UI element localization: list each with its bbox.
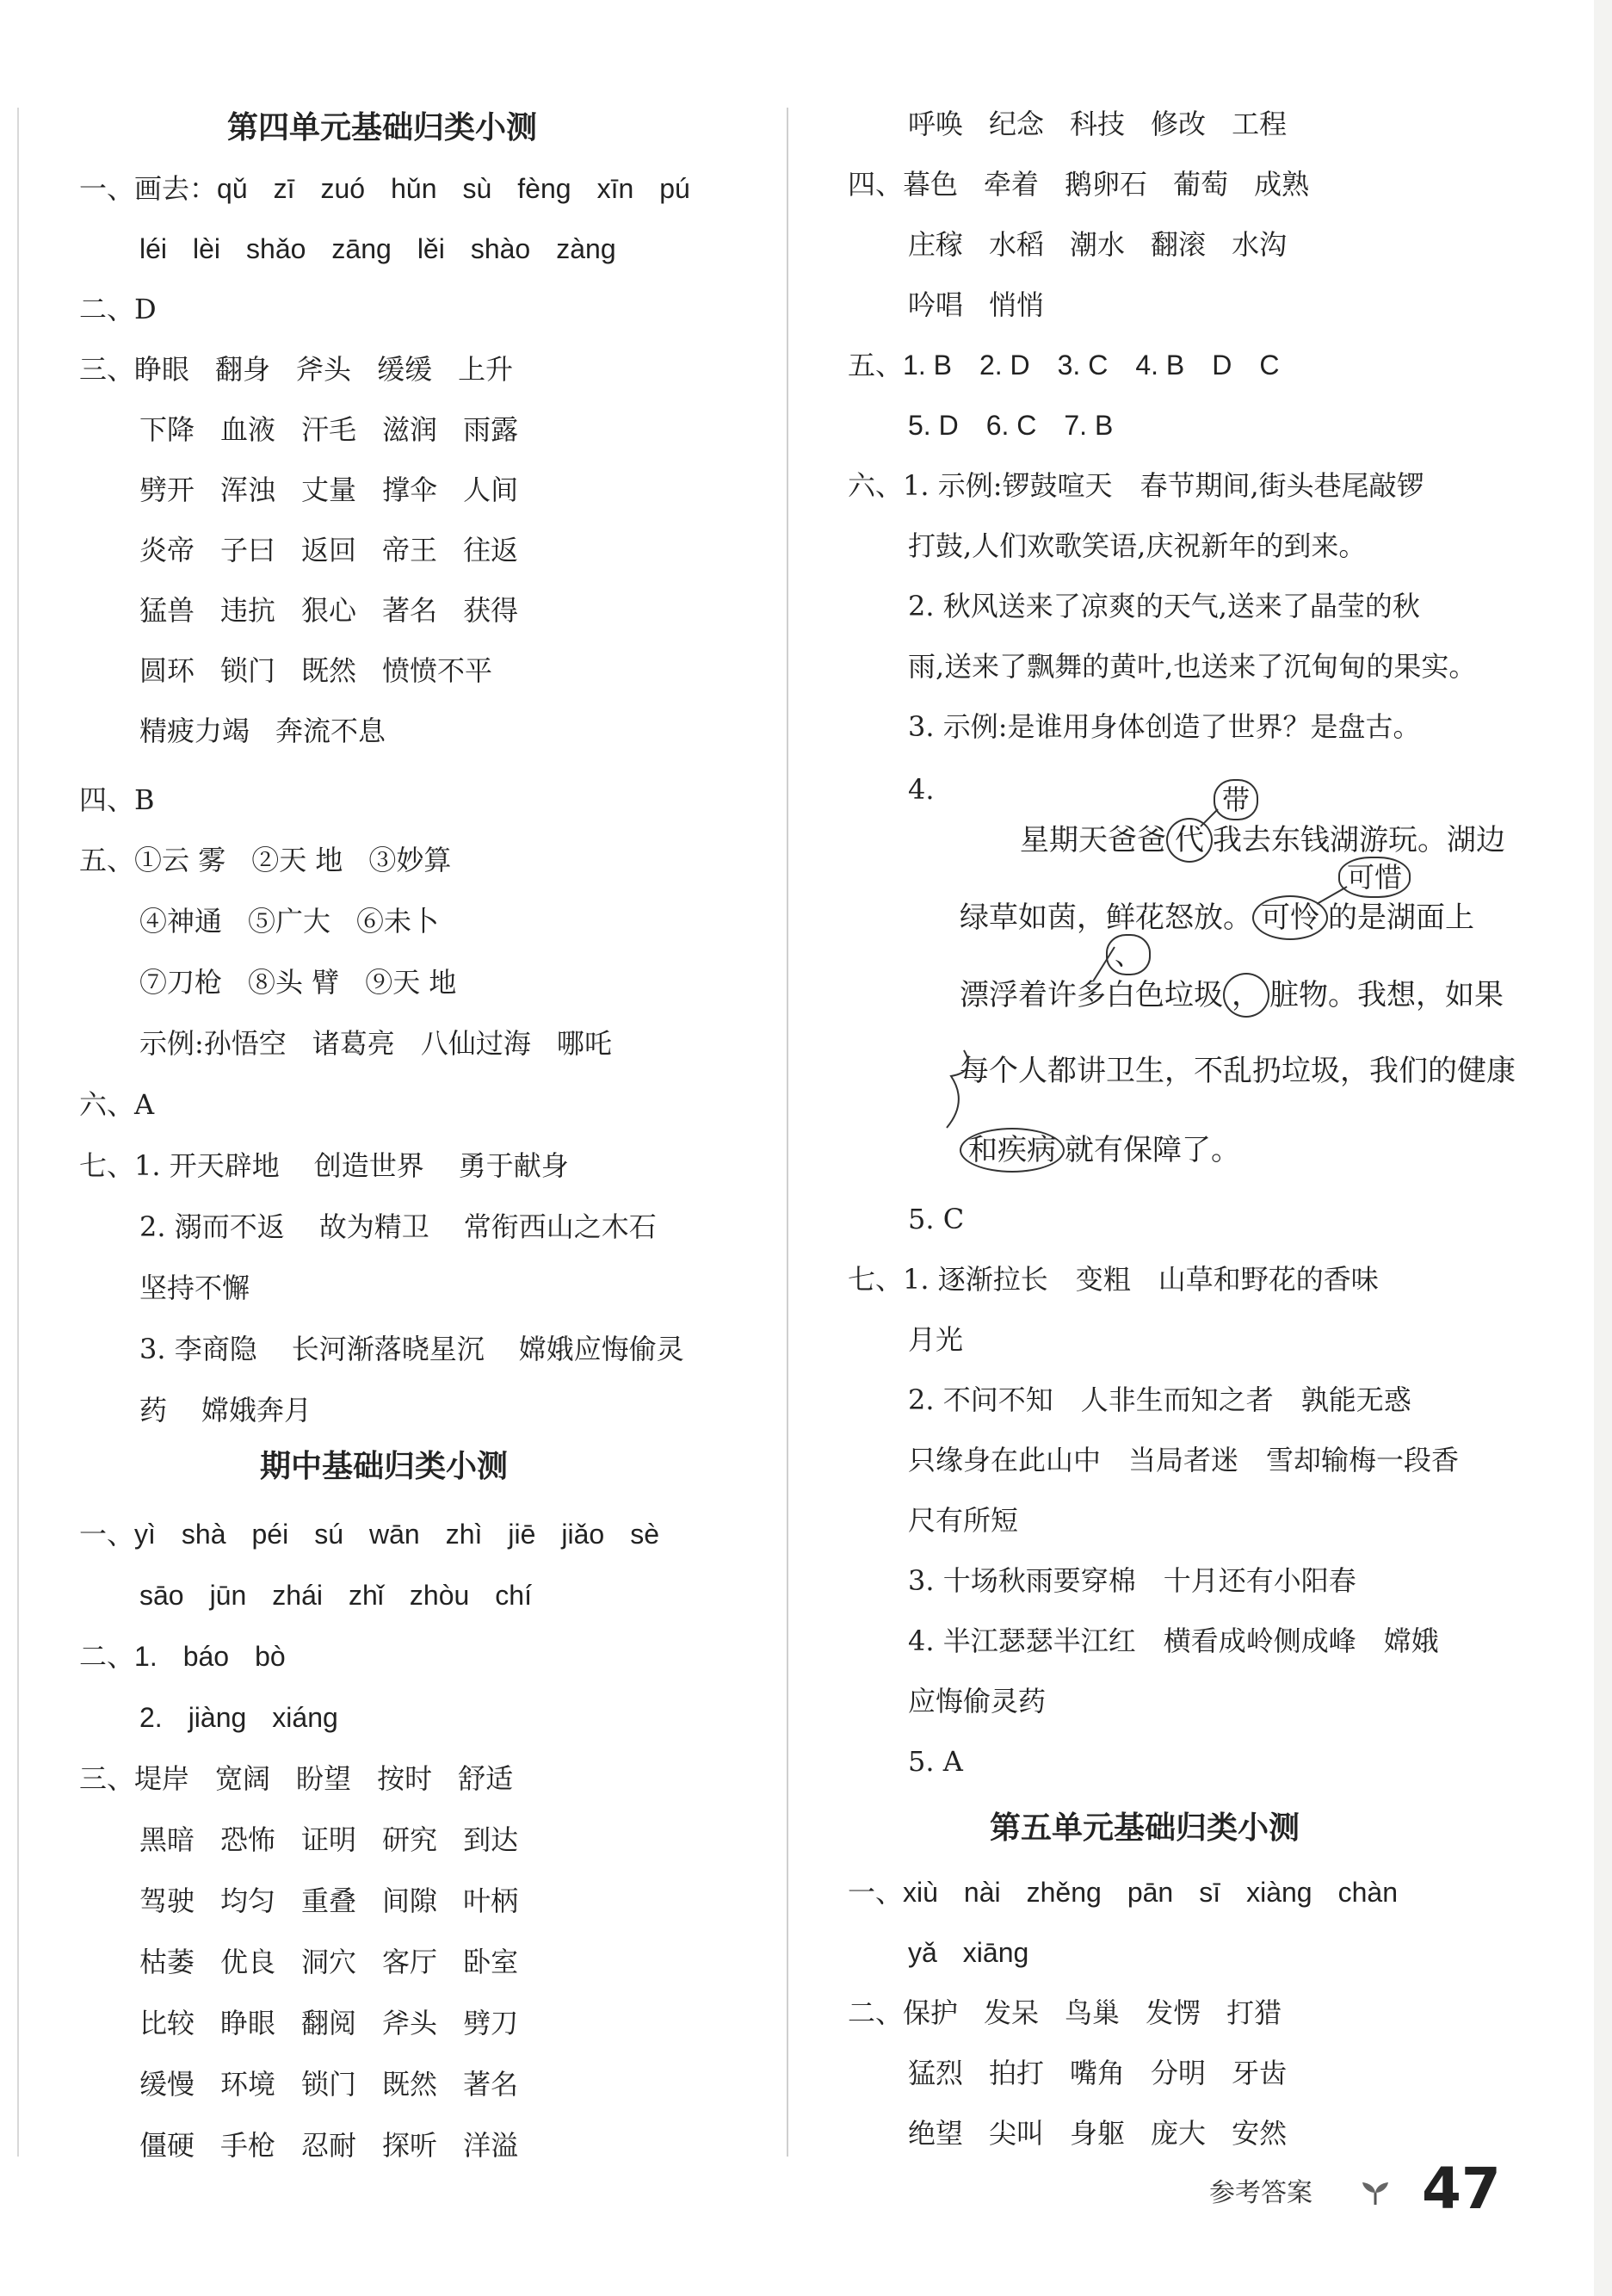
unit4-q3-row <box>79 411 544 449</box>
connector-line <box>1093 947 1115 981</box>
answer-item: 恐怖 <box>220 1823 276 1856</box>
unit4-q5-row <box>79 841 477 879</box>
answer-item: 葡萄 <box>1173 168 1229 201</box>
answer-item: sè <box>630 1519 660 1550</box>
answer-item: 锁门 <box>301 2068 357 2101</box>
answer-text: 只缘身在此山中 当局者迷 雪却输梅一段香 <box>908 1444 1460 1476</box>
midterm-q3-row <box>79 2004 544 2042</box>
proofread-connectors <box>848 775 1553 1205</box>
question-label: 一、 <box>848 1876 904 1909</box>
midterm-q6-5 <box>848 1200 964 1238</box>
answer-item: ④神通 <box>139 905 223 938</box>
answer-item: báo <box>182 1641 230 1672</box>
answer-item: 坚持不懈 <box>139 1272 250 1304</box>
question-label: 一、 <box>79 1518 135 1550</box>
midterm-q7-line <box>848 1260 1379 1298</box>
answer-item: 牙齿 <box>1232 2057 1288 2089</box>
answer-item: 客厅 <box>382 1946 438 1978</box>
answer-text: 打鼓,人们欢歌笑语,庆祝新年的到来。 <box>908 529 1367 562</box>
unit4-q2 <box>79 290 157 328</box>
answer-item: 僵硬 <box>139 2129 195 2162</box>
answer-item: ⑥未卜 <box>356 905 440 938</box>
answer-item: jiàng <box>188 1702 247 1733</box>
answer-item: 黑暗 <box>139 1823 195 1856</box>
unit4-q1-row1 <box>79 170 716 207</box>
unit4-q1-row2 <box>79 230 642 268</box>
answer-item: 2. <box>139 1702 163 1733</box>
midterm-q3-row <box>79 1943 544 1981</box>
midterm-q7-line <box>848 1321 963 1358</box>
section-title-unit5: 第五单元基础归类小测 <box>990 1810 1300 1846</box>
midterm-q4-row <box>848 286 1070 324</box>
answer-item: 按时 <box>377 1762 433 1795</box>
answer-item: 手枪 <box>220 2129 276 2162</box>
connector-line <box>1201 809 1218 826</box>
answer-item: 获得 <box>463 594 519 627</box>
unit4-q3-row <box>79 350 539 388</box>
answer-item: 牵着 <box>984 168 1040 201</box>
answer-item: 返回 <box>301 534 357 566</box>
midterm-q7-line <box>848 1381 1411 1419</box>
answer-item: 斧头 <box>296 353 352 386</box>
unit4-q7-row <box>79 1147 603 1185</box>
answer-item: lèi <box>193 233 221 264</box>
answer-item: 3. 李商隐 <box>139 1333 257 1365</box>
page-edge-line <box>17 108 19 2157</box>
answer-item: 汗毛 <box>301 413 357 446</box>
answer-text: 四、B <box>79 783 155 816</box>
answer-item: 既然 <box>382 2068 438 2101</box>
answer-item: zhòu <box>409 1580 470 1611</box>
answer-item: ②天 地 <box>251 844 343 876</box>
answer-item: 间隙 <box>382 1884 438 1917</box>
answer-item: 哪吒 <box>556 1027 612 1060</box>
midterm-q5-row <box>848 346 1279 384</box>
answer-item: hǔn <box>391 173 437 204</box>
answer-item: pān <box>1127 1877 1174 1908</box>
answer-item: yǎ <box>908 1937 937 1968</box>
answer-item: 修改 <box>1151 108 1207 140</box>
question-label: 三、 <box>79 1762 135 1795</box>
answer-text: 月光 <box>908 1323 964 1356</box>
answer-item: 纪念 <box>989 108 1045 140</box>
answer-item: 翻滚 <box>1151 228 1207 261</box>
answer-item: 缓慢 <box>139 2068 195 2101</box>
answer-item: 翻阅 <box>301 2007 357 2039</box>
answer-item: 创造世界 <box>313 1149 424 1182</box>
answer-item: 环境 <box>220 2068 276 2101</box>
answer-text: 4. 半江瑟瑟半江红 横看成岭侧成峰 嫦娥 <box>908 1625 1439 1657</box>
question-label: 五、 <box>79 844 135 876</box>
answer-item: 常衔西山之木石 <box>463 1210 657 1243</box>
answer-item: yì <box>134 1519 156 1550</box>
unit4-q7-row <box>79 1330 719 1368</box>
answer-item: zhái <box>272 1580 323 1611</box>
answer-item: 水沟 <box>1232 228 1288 261</box>
midterm-q7-line <box>848 1622 1439 1660</box>
answer-item: 打猎 <box>1226 1996 1282 2029</box>
answer-item: 长河渐落晓星沉 <box>291 1333 485 1365</box>
section-title-midterm: 期中基础归类小测 <box>260 1449 509 1484</box>
answer-item: 研究 <box>382 1823 438 1856</box>
answer-item: 劈开 <box>139 473 195 506</box>
unit4-q6 <box>79 1086 154 1123</box>
answer-text: 4. <box>908 773 935 806</box>
answer-item: ①云 雾 <box>134 844 226 876</box>
answer-item: 庞大 <box>1151 2117 1207 2150</box>
question-label: 三、 <box>79 353 135 386</box>
question-label: 四、 <box>848 168 904 201</box>
answer-item: 成熟 <box>1254 168 1310 201</box>
question-label: 七、 <box>79 1149 135 1182</box>
answer-item: léi <box>139 233 168 264</box>
answer-text: 3. 十场秋雨要穿棉 十月还有小阳春 <box>908 1564 1356 1597</box>
midterm-q3-row <box>79 1760 539 1798</box>
answer-item: péi <box>251 1519 289 1550</box>
midterm-q4-row <box>848 226 1312 263</box>
answer-text: 六、A <box>79 1088 155 1121</box>
footer-label: 参考答案 <box>1209 2178 1312 2208</box>
unit4-q3-row <box>79 471 544 509</box>
proofread-text: 每个人都讲卫生，不乱扔垃圾，我们的健康 <box>960 1054 1516 1088</box>
answer-item: sāo <box>139 1580 184 1611</box>
answer-item: 驾驶 <box>139 1884 195 1917</box>
column-divider <box>787 108 788 2157</box>
connector-line <box>1317 887 1347 904</box>
answer-item: 水稻 <box>989 228 1045 261</box>
answer-item: 往返 <box>463 534 519 566</box>
answer-item: qǔ <box>217 173 248 204</box>
midterm-q3-cont-row <box>848 105 1312 143</box>
proofread-text: 绿草如茵，鲜花怒放。 <box>960 900 1252 935</box>
answer-item: 勇于献身 <box>458 1149 569 1182</box>
answer-item: 宽阔 <box>215 1762 271 1795</box>
unit4-q7-row <box>79 1269 284 1307</box>
midterm-q1-row2 <box>79 1576 558 1614</box>
answer-item: 人间 <box>463 473 519 506</box>
midterm-q7-line <box>848 1501 1018 1539</box>
answer-item: 洋溢 <box>463 2129 519 2162</box>
answer-item: shǎo <box>246 233 306 264</box>
answer-item: 保护 <box>903 1996 959 2029</box>
answer-item: 滋润 <box>382 413 438 446</box>
question-label: 五、 <box>848 349 904 381</box>
answer-text: 应悔偷灵药 <box>908 1685 1047 1717</box>
midterm-q6-line <box>848 587 1420 625</box>
midterm-q2-row <box>79 1637 312 1675</box>
midterm-q7-line <box>848 1682 1046 1720</box>
answer-item: 既然 <box>301 654 357 687</box>
unit5-q2-row <box>848 2114 1312 2152</box>
answer-item: 违抗 <box>220 594 276 627</box>
answer-item: 比较 <box>139 2007 195 2039</box>
answer-item: 呼唤 <box>908 108 964 140</box>
answer-item: 精疲力竭 <box>139 715 250 747</box>
unit4-q3-row <box>79 591 544 629</box>
answer-item: 锁门 <box>220 654 276 687</box>
answer-item: 睁眼 <box>134 353 190 386</box>
question-label: 六、 <box>848 469 904 502</box>
midterm-q6-line <box>848 708 1421 746</box>
answer-item: 丈量 <box>301 473 357 506</box>
answer-text: 5. A <box>908 1745 963 1778</box>
answer-item: sī <box>1199 1877 1221 1908</box>
answer-item: bò <box>255 1641 286 1672</box>
proofread-circled-error: ， <box>1223 973 1269 1018</box>
answer-item: 翻身 <box>215 353 271 386</box>
answer-item: 吟唱 <box>908 288 964 321</box>
answer-text: 5. D 6. C 7. B <box>908 410 1114 441</box>
answer-item: 探听 <box>382 2129 438 2162</box>
answer-item: 洞穴 <box>301 1946 357 1978</box>
answer-item: 斧头 <box>382 2007 438 2039</box>
proofread-correction-mark: 、 <box>1106 934 1151 975</box>
answer-item: zuó <box>320 173 366 204</box>
unit4-q5-row <box>79 902 465 940</box>
answer-text: 1. 逐渐拉长 变粗 山草和野花的香味 <box>903 1263 1379 1296</box>
unit4-q7-row <box>79 1391 346 1429</box>
page-number: 47 <box>1422 2156 1501 2222</box>
answer-item: 嘴角 <box>1070 2057 1126 2089</box>
answer-item: 发呆 <box>984 1996 1040 2029</box>
question-label: 二、 <box>848 1996 904 2029</box>
midterm-q3-row <box>79 2065 544 2103</box>
midterm-q6-line <box>848 527 1366 565</box>
unit5-q1-row1 <box>848 1873 1424 1911</box>
answer-item: zī <box>273 173 295 204</box>
answer-item: zhì <box>445 1519 483 1550</box>
midterm-q3-row <box>79 2126 544 2164</box>
proofread-text: 的是湖面上 <box>1328 900 1474 935</box>
answer-item: 堤岸 <box>134 1762 190 1795</box>
answer-item: 著名 <box>382 594 438 627</box>
proofread-text: 脏物。我想，如果 <box>1269 978 1504 1012</box>
midterm-q7-line <box>848 1742 963 1780</box>
answer-item: 暮色 <box>903 168 959 201</box>
answer-item: fèng <box>517 173 571 204</box>
unit4-q3-row <box>79 531 544 569</box>
answer-item: chí <box>495 1580 532 1611</box>
answer-item: 帝王 <box>382 534 438 566</box>
answer-item: 雨露 <box>463 413 519 446</box>
answer-text: 2. 不问不知 人非生而知之者 孰能无惑 <box>908 1383 1411 1416</box>
unit5-q1-row2 <box>848 1934 1054 1971</box>
answer-item: 安然 <box>1232 2117 1288 2150</box>
answer-item: xiáng <box>272 1702 338 1733</box>
proofread-circled-error: 和疾病 <box>960 1128 1065 1173</box>
unit4-q5-row <box>79 963 482 1001</box>
answer-item: 嫦娥奔月 <box>201 1394 312 1426</box>
answer-item: 子曰 <box>220 534 276 566</box>
question-label: 一、画去： <box>79 172 218 205</box>
answer-text: 雨,送来了飘舞的黄叶,也送来了沉甸甸的果实。 <box>908 650 1477 683</box>
answer-item: chàn <box>1337 1877 1398 1908</box>
proofread-correction-mark: 带 <box>1214 779 1258 820</box>
answer-item: 鸟巢 <box>1065 1996 1121 2029</box>
unit4-q7-row <box>79 1208 691 1246</box>
answer-item: 血液 <box>220 413 276 446</box>
answer-text: 尺有所短 <box>908 1504 1019 1537</box>
answer-item: wān <box>369 1519 420 1550</box>
answer-item: 科技 <box>1070 108 1126 140</box>
answer-item: 悄悄 <box>989 288 1045 321</box>
answer-item: 身躯 <box>1070 2117 1126 2150</box>
answer-item: 愤愤不平 <box>382 654 493 687</box>
answer-item: 1. <box>134 1641 157 1672</box>
answer-item: ⑨天 地 <box>365 966 457 999</box>
answer-item: pú <box>659 173 690 204</box>
answer-item: ⑧头 臂 <box>248 966 340 999</box>
proofread-circled-error: 可怜 <box>1252 895 1328 940</box>
answer-item: 猛烈 <box>908 2057 964 2089</box>
midterm-q1-row1 <box>79 1515 685 1553</box>
answer-item: zàng <box>556 233 616 264</box>
answer-item: ⑦刀枪 <box>139 966 223 999</box>
answer-item: 狠心 <box>301 594 357 627</box>
answer-item: 上升 <box>458 353 514 386</box>
answer-item: 故为精卫 <box>318 1210 429 1243</box>
answer-item: 猛兽 <box>139 594 195 627</box>
answer-item: zhǐ <box>349 1580 384 1611</box>
answer-item: 奔流不息 <box>275 715 386 747</box>
answer-item: sú <box>314 1519 343 1550</box>
answer-item: 盼望 <box>296 1762 352 1795</box>
answer-item: 撑伞 <box>382 473 438 506</box>
answer-item: ③妙算 <box>368 844 452 876</box>
midterm-q5-row <box>848 406 1113 444</box>
proofread-text: 我去东钱湖游玩。湖边 <box>1213 823 1505 857</box>
answer-item: 枯萎 <box>139 1946 195 1978</box>
answer-item: 缓缓 <box>377 353 433 386</box>
answer-item: zāng <box>331 233 392 264</box>
answer-item: 炎帝 <box>139 534 195 566</box>
answer-item: 2. 溺而不返 <box>139 1210 285 1243</box>
answer-item: 著名 <box>463 2068 519 2101</box>
answer-item: 卧室 <box>463 1946 519 1978</box>
midterm-q6-line <box>848 467 1424 504</box>
answer-item: 诸葛亮 <box>312 1027 395 1060</box>
answer-item: 拍打 <box>989 2057 1045 2089</box>
answer-text: 二、D <box>79 293 157 325</box>
answer-item: 均匀 <box>220 1884 276 1917</box>
answer-item: sù <box>462 173 492 204</box>
midterm-q6-line <box>848 647 1476 685</box>
answer-text: 5. C <box>908 1203 965 1235</box>
unit4-q4 <box>79 781 155 819</box>
answer-item: 嫦娥应悔偷灵 <box>518 1333 684 1365</box>
answer-text: 3. 示例:是谁用身体创造了世界？是盘古。 <box>908 710 1421 743</box>
answer-item: 舒适 <box>458 1762 514 1795</box>
answer-item: 尖叫 <box>989 2117 1045 2150</box>
midterm-q2-row <box>79 1699 364 1736</box>
answer-item: 重叠 <box>301 1884 357 1917</box>
answer-item: 示例:孙悟空 <box>139 1027 287 1060</box>
answer-text: 1. B 2. D 3. C 4. B D C <box>903 350 1280 381</box>
answer-item: 叶柄 <box>463 1884 519 1917</box>
answer-item: jiǎo <box>561 1519 605 1550</box>
answer-item: xiāng <box>962 1937 1029 1968</box>
answer-text: 1. 示例:锣鼓喧天 春节期间,街头巷尾敲锣 <box>903 469 1424 502</box>
answer-item: ⑤广大 <box>248 905 331 938</box>
answer-item: 睁眼 <box>220 2007 276 2039</box>
midterm-q7-line <box>848 1562 1356 1600</box>
midterm-q7-line <box>848 1441 1459 1479</box>
answer-item: 潮水 <box>1070 228 1126 261</box>
answer-item: xīn <box>596 173 634 204</box>
answer-item: xiù <box>903 1877 938 1908</box>
answer-item: 下降 <box>139 413 195 446</box>
proofread-text: 星期天爸爸 <box>1020 823 1166 857</box>
answer-item: lěi <box>417 233 445 264</box>
unit4-q5-row <box>79 1024 638 1062</box>
answer-item: shào <box>470 233 531 264</box>
answer-item: 绝望 <box>908 2117 964 2150</box>
answer-item: 优良 <box>220 1946 276 1978</box>
proofread-text: 漂浮着许多白色垃圾 <box>960 978 1223 1012</box>
proofread-correction-mark: 可惜 <box>1338 857 1411 898</box>
midterm-q3-row <box>79 1882 544 1920</box>
connector-line <box>947 1050 968 1128</box>
answer-item: jūn <box>209 1580 247 1611</box>
answer-item: shà <box>181 1519 226 1550</box>
midterm-q3-row <box>79 1821 544 1859</box>
sprout-icon <box>1360 2181 1391 2206</box>
question-label: 七、 <box>848 1263 904 1296</box>
answer-item: 分明 <box>1151 2057 1207 2089</box>
answer-item: 发愣 <box>1146 1996 1201 2029</box>
answer-item: 忍耐 <box>301 2129 357 2162</box>
answer-item: 到达 <box>463 1823 519 1856</box>
answer-item: 鹅卵石 <box>1065 168 1148 201</box>
answer-item: 浑浊 <box>220 473 276 506</box>
question-label: 二、 <box>79 1640 135 1673</box>
section-title-unit4: 第四单元基础归类小测 <box>227 110 538 145</box>
unit4-q3-row <box>79 652 518 690</box>
proofread-circled-error: 代 <box>1166 818 1213 863</box>
unit5-q2-row <box>848 1994 1307 2032</box>
answer-item: 证明 <box>301 1823 357 1856</box>
answer-item: 圆环 <box>139 654 195 687</box>
midterm-q4-row <box>848 165 1335 203</box>
answer-item: xiàng <box>1246 1877 1312 1908</box>
answer-item: 1. 开天辟地 <box>134 1149 280 1182</box>
proofread-text: 就有保障了。 <box>1065 1133 1240 1167</box>
unit5-q2-row <box>848 2054 1312 2092</box>
answer-item: nài <box>963 1877 1001 1908</box>
answer-item: 药 <box>139 1394 168 1426</box>
answer-item: 劈刀 <box>463 2007 519 2039</box>
answer-item: 工程 <box>1232 108 1288 140</box>
answer-item: 庄稼 <box>908 228 964 261</box>
answer-item: zhěng <box>1026 1877 1102 1908</box>
answer-item: jiē <box>508 1519 536 1550</box>
answer-item: 八仙过海 <box>420 1027 531 1060</box>
unit4-q3-row <box>79 712 411 750</box>
answer-text: 2. 秋风送来了凉爽的天气,送来了晶莹的秋 <box>908 590 1420 622</box>
